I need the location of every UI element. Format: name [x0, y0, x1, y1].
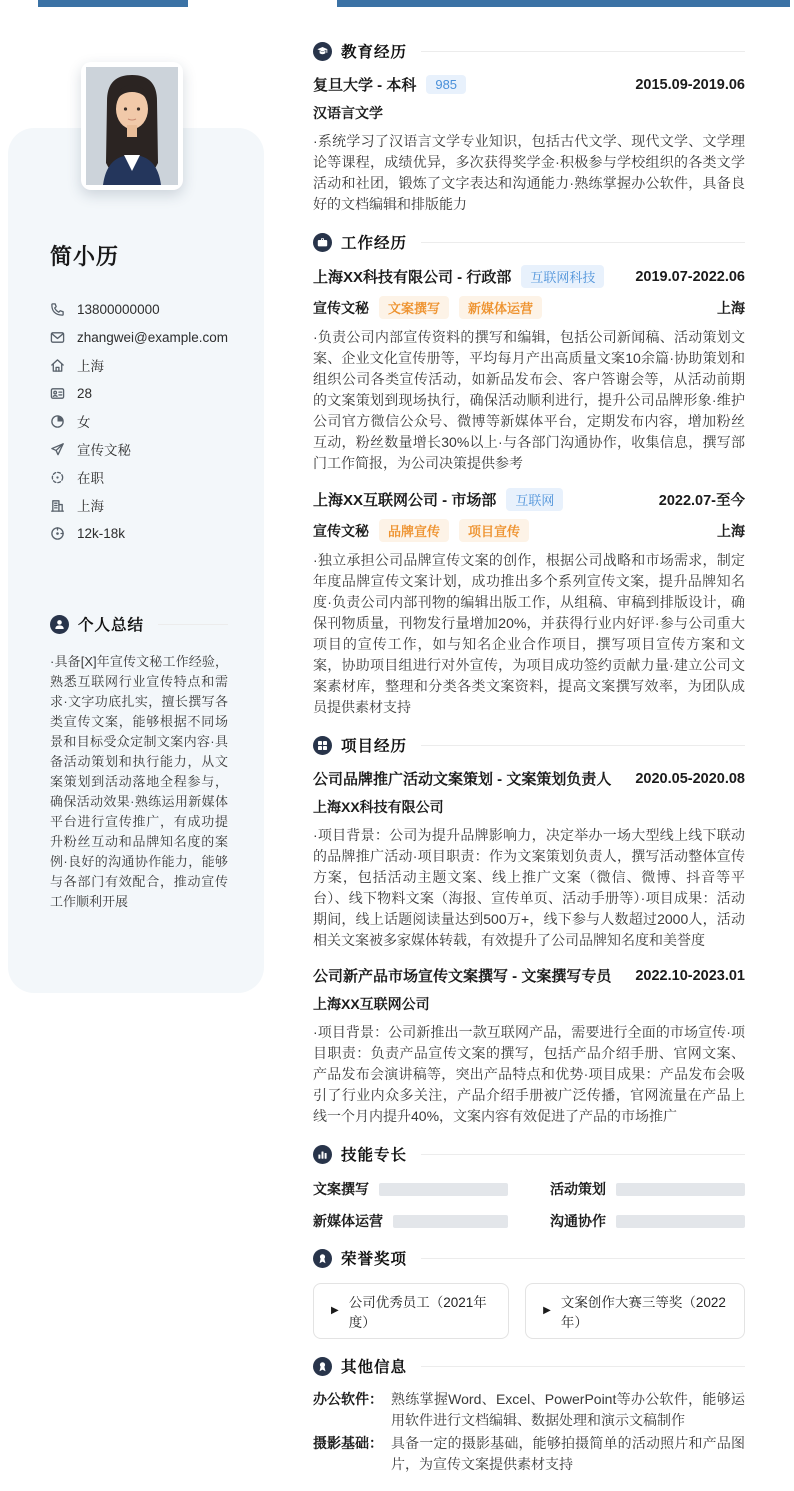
info-text: 具备一定的摄影基础，能够拍摄简单的活动照片和产品图片，为宣传文案提供素材支持: [391, 1435, 745, 1472]
project-description: ·项目背景：公司新推出一款互联网产品，需要进行全面的市场宣传·项目职责：负责产品宣传文案的撰写，包括产品介绍手册、官网文案、产品发布会演讲稿等，突出产品特点和优势·项目成果：产品发布会吸引了行业内众多关注，产品介绍手册被广泛传播，官网流量在产品上线一个月内提升40%，文案内容有效促进了产品的市场推广: [313, 1024, 745, 1124]
bar-chart-icon: [313, 1145, 332, 1164]
other-info-section: [313, 1355, 745, 1475]
job-tag: 文案撰写: [379, 296, 449, 319]
award-chip: [525, 1283, 745, 1339]
contact-value: 12k-18k: [77, 525, 126, 541]
job-entry: [313, 488, 745, 718]
job-date: 2019.07-2022.06: [635, 268, 745, 285]
job-entry: [313, 265, 745, 474]
skill-grid: [313, 1179, 745, 1231]
job-location: 上海: [717, 522, 745, 539]
work-title: 工作经历: [341, 235, 408, 252]
contact-value: 28: [77, 385, 93, 401]
award-chip: [313, 1283, 509, 1339]
job-role: 宣传文秘: [313, 299, 369, 316]
company-name: 上海XX互联网公司 - 市场部: [313, 492, 497, 509]
contact-value: 在职: [77, 471, 104, 486]
skill-item: [313, 1179, 508, 1199]
main-content: [313, 0, 745, 1491]
award-label: 文案创作大赛三等奖（2022年）: [560, 1295, 726, 1330]
divider: [421, 51, 745, 52]
job-date: 2022.07-至今: [658, 493, 745, 509]
job-header: [313, 265, 745, 288]
sidebar: [8, 128, 264, 912]
work-header: [313, 231, 745, 253]
profile-photo: [81, 62, 183, 190]
work-section: [313, 231, 745, 718]
project-header: [313, 965, 745, 986]
contact-email: [50, 323, 228, 351]
contact-age: [50, 379, 228, 407]
skill-bar: [393, 1215, 508, 1228]
projects-header: [313, 734, 745, 756]
graduation-cap-icon: [313, 42, 332, 61]
project-date: 2022.10-2023.01: [635, 967, 745, 984]
contact-value: 上海: [77, 499, 104, 514]
person-icon: [50, 615, 69, 634]
job-meta: [313, 296, 745, 319]
phone-icon: [50, 302, 65, 317]
contact-salary: [50, 519, 228, 547]
paper-plane-icon: [50, 442, 65, 457]
job-header: [313, 488, 745, 511]
awards-header: [313, 1247, 745, 1269]
skill-item: [550, 1179, 745, 1199]
education-description: ·系统学习了汉语言文学专业知识，包括古代文学、现代文学、文学理论等课程，成绩优异，多次获得奖学金·积极参与学校组织的各类文学活动和社团，锻炼了文字表达和沟通能力·熟练掌握办公软件，具备良好的文档编辑和排版能力: [313, 133, 745, 212]
skill-label: 活动策划: [550, 1181, 606, 1197]
grid-icon: [313, 736, 332, 755]
job-tag: 项目宣传: [459, 519, 529, 542]
award-list: [313, 1283, 745, 1339]
divider: [421, 1154, 745, 1155]
info-item: [313, 1433, 745, 1475]
awards-title: 荣誉奖项: [341, 1251, 408, 1268]
award-label: 公司优秀员工（2021年度）: [348, 1295, 487, 1330]
briefcase-icon: [313, 233, 332, 252]
awards-section: [313, 1247, 745, 1339]
job-tag: 新媒体运营: [459, 296, 542, 319]
project-company: 上海XX科技有限公司: [313, 799, 444, 815]
skill-item: [550, 1211, 745, 1231]
project-company: 上海XX互联网公司: [313, 996, 430, 1012]
project-header: [313, 768, 745, 789]
contact-gender: [50, 407, 228, 435]
skill-label: 文案撰写: [313, 1181, 369, 1197]
info-text: 熟练掌握Word、Excel、PowerPoint等办公软件，能够运用软件进行文档编辑、数据处理和演示文稿制作: [391, 1391, 745, 1428]
other-info-list: [313, 1389, 745, 1475]
divider: [421, 745, 745, 746]
major-name: 汉语言文学: [313, 105, 383, 121]
home-icon: [50, 358, 65, 373]
job-tag: 品牌宣传: [379, 519, 449, 542]
projects-section: [313, 734, 745, 1127]
medal-icon: [313, 1249, 332, 1268]
job-description: ·负责公司内部宣传资料的撰写和编辑，包括公司新闻稿、活动策划文案、企业文化宣传册等，平均每月产出高质量文案10余篇·协助策划和组织公司各类宣传活动，如新品发布会、客户答谢会等，从活动前期的文案策划到现场执行，确保活动顺利进行，提升公司品牌形象·维护公司官方微信公众号、微博等新媒体平台，定期发布内容，增加粉丝互动，粉丝数量增长30%以上·与各部门沟通协作，收集信息，撰写部门工作简报，为公司决策提供参考: [313, 329, 745, 471]
project-name: 公司品牌推广活动文案策划 - 文案策划负责人: [313, 771, 612, 788]
id-card-icon: [50, 386, 65, 401]
project-entry: [313, 965, 745, 1127]
contact-value: 女: [77, 415, 91, 430]
other-info-title: 其他信息: [341, 1359, 408, 1376]
contact-value: 上海: [77, 359, 104, 374]
job-description: ·独立承担公司品牌宣传文案的创作，根据公司战略和市场需求，制定年度品牌宣传文案计划，成功推出多个系列宣传文案，提升品牌知名度·负责公司内部刊物的编辑出版工作，从组稿、审稿到排版设计，确保刊物质量，刊物发行量增加20%，并获得行业内好评·参与公司重大项目的宣传工作，如与知名企业合作项目，撰写项目宣传方案和文案，协助项目组进行对外宣传，为项目成功签约贡献力量·建立公司文案素材库，整理和分类各类文案资料，提高文案撰写效率，为团队成员提供素材支持: [313, 552, 745, 715]
other-info-header: [313, 1355, 745, 1377]
divider: [421, 1366, 745, 1367]
contact-value: 13800000000: [77, 301, 160, 317]
job-role: 宣传文秘: [313, 522, 369, 539]
medal-icon: [313, 1357, 332, 1376]
skills-header: [313, 1143, 745, 1165]
info-label: 摄影基础：: [313, 1435, 383, 1451]
top-accent-bar-left: [38, 0, 188, 7]
contact-list: [50, 295, 228, 547]
play-icon: ▶: [543, 1305, 551, 1316]
divider: [158, 624, 228, 625]
education-title: 教育经历: [341, 44, 408, 61]
portrait-illustration: [86, 67, 178, 185]
contact-location: [50, 351, 228, 379]
summary-section-header: [50, 613, 228, 635]
contact-status: [50, 463, 228, 491]
skill-bar: [379, 1183, 508, 1196]
company-name: 上海XX科技有限公司 - 行政部: [313, 269, 512, 286]
mail-icon: [50, 330, 65, 345]
status-refresh-icon: [50, 470, 65, 485]
project-date: 2020.05-2020.08: [635, 770, 745, 787]
projects-title: 项目经历: [341, 738, 408, 755]
person-name: 简小历: [50, 244, 120, 269]
job-location: 上海: [717, 299, 745, 316]
gender-icon: [50, 414, 65, 429]
contact-value: 宣传文秘: [77, 443, 131, 458]
summary-text: ·具备[X]年宣传文秘工作经验，熟悉互联网行业宣传特点和需求·文字功底扎实，擅长撰写各类宣传文案，能够根据不同场景和目标受众定制文案内容·具备活动策划和执行能力，从文案策划到活动落地全程参与，确保活动效果·熟练运用新媒体平台进行宣传推广，有成功提升粉丝互动和品牌知名度的案例·良好的沟通协作能力，能够与各部门有效配合，推动宣传工作顺利开展: [50, 654, 228, 909]
project-entry: [313, 768, 745, 951]
project-description: ·项目背景：公司为提升品牌影响力，决定举办一场大型线上线下联动的品牌推广活动·项目职责：作为文案策划负责人，撰写活动整体宣传方案，包括活动主题文案、线上推广文案（微信、微博、抖音等平台）、线下物料文案（海报、宣传单页、活动手册等）·项目成果：活动期间，线上话题阅读量达到500万+，线下参与人数超过2000人，活动相关文案被多家媒体转载，有效提升了公司品牌知名度和美誉度: [313, 827, 745, 948]
skills-title: 技能专长: [341, 1147, 408, 1164]
education-section: [313, 40, 745, 215]
divider: [421, 242, 745, 243]
target-icon: [50, 526, 65, 541]
contact-value: zhangwei@example.com: [77, 329, 229, 345]
school-name: 复旦大学 - 本科: [313, 77, 417, 94]
skill-bar: [616, 1215, 745, 1228]
summary-title: 个人总结: [78, 617, 145, 634]
education-date: 2015.09-2019.06: [635, 76, 745, 93]
education-header: [313, 40, 745, 62]
skills-section: [313, 1143, 745, 1231]
industry-badge: 互联网科技: [521, 265, 604, 288]
skill-item: [313, 1211, 508, 1231]
building-icon: [50, 498, 65, 513]
skill-label: 新媒体运营: [313, 1213, 383, 1229]
education-entry-header: [313, 74, 745, 95]
contact-job-title: [50, 435, 228, 463]
skill-label: 沟通协作: [550, 1213, 606, 1229]
industry-badge: 互联网: [506, 488, 563, 511]
skill-bar: [616, 1183, 745, 1196]
info-label: 办公软件：: [313, 1391, 383, 1407]
play-icon: ▶: [331, 1305, 339, 1316]
job-meta: [313, 519, 745, 542]
contact-phone: [50, 295, 228, 323]
project-name: 公司新产品市场宣传文案撰写 - 文案撰写专员: [313, 968, 612, 985]
info-item: [313, 1389, 745, 1431]
contact-city: [50, 491, 228, 519]
school-badge: 985: [426, 75, 466, 94]
divider: [421, 1258, 745, 1259]
